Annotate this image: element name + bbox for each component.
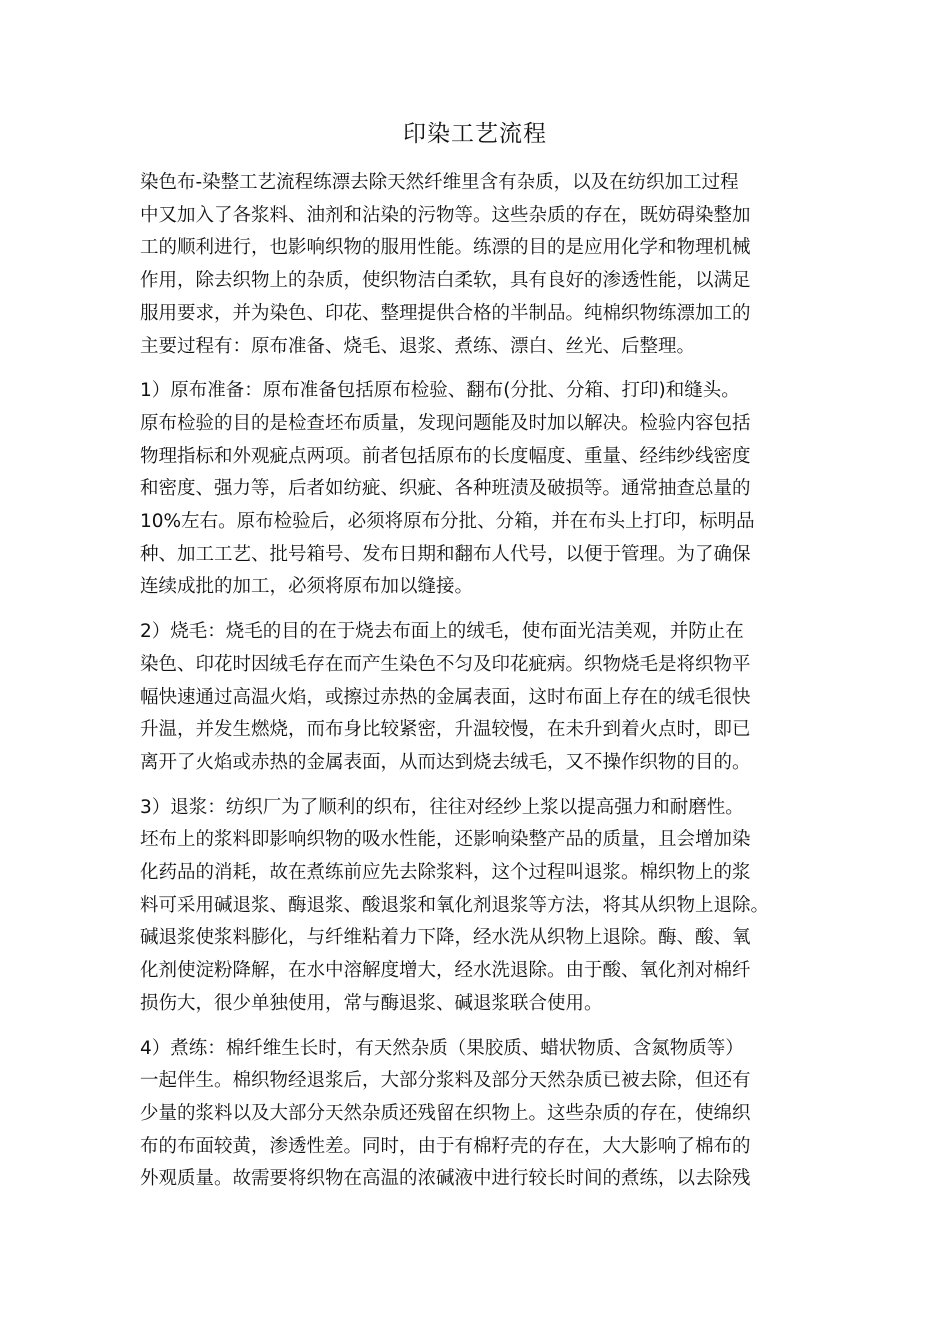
text-line: 布的布面较黄，渗透性差。同时，由于有棉籽壳的存在，大大影响了棉布的 [140, 1135, 751, 1157]
text-line: 主要过程有：原布准备、烧毛、退浆、煮练、漂白、丝光、后整理。 [140, 335, 696, 357]
text-line: 4）煮练：棉纤维生长时，有天然杂质（果胶质、蜡状物质、含氮物质等） [140, 1037, 744, 1059]
paragraph-intro [140, 167, 830, 363]
text-line: 服用要求，并为染色、印花、整理提供合格的半制品。纯棉织物练漂加工的 [140, 302, 751, 324]
text-line: 染色布-染整工艺流程练漂去除天然纤维里含有杂质，以及在纺织加工过程 [140, 172, 739, 193]
text-line: 2）烧毛：烧毛的目的在于烧去布面上的绒毛，使布面光洁美观，并防止在 [140, 621, 744, 643]
text-line: 原布检验的目的是检查坯布质量，发现问题能及时加以解决。检验内容包括 [140, 412, 751, 434]
text-line: 化药品的消耗，故在煮练前应先去除浆料，这个过程叫退浆。棉织物上的浆 [140, 862, 751, 884]
paragraph-singeing [140, 616, 830, 780]
document-body [140, 167, 830, 1208]
text-line: 料可采用碱退浆、酶退浆、酸退浆和氧化剂退浆等方法，将其从织物上退除。 [140, 894, 770, 916]
text-line: 工的顺利进行，也影响织物的服用性能。练漂的目的是应用化学和物理机械 [140, 237, 751, 259]
text-line: 10%左右。原布检验后，必须将原布分批、分箱，并在布头上打印，标明品 [140, 511, 755, 533]
text-line: 染色、印花时因绒毛存在而产生染色不匀及印花疵病。织物烧毛是将织物平 [140, 653, 751, 675]
text-line: 中又加入了各浆料、油剂和沾染的污物等。这些杂质的存在，既妨碍染整加 [140, 204, 751, 226]
text-line: 种、加工工艺、批号箱号、发布日期和翻布人代号，以便于管理。为了确保 [140, 543, 751, 565]
text-line: 幅快速通过高温火焰，或擦过赤热的金属表面，这时布面上存在的绒毛很快 [140, 686, 751, 708]
text-line: 升温，并发生燃烧，而布身比较紧密，升温较慢，在未升到着火点时，即已 [140, 719, 751, 741]
text-line: 和密度、强力等，后者如纺疵、织疵、各种班渍及破损等。通常抽查总量的 [140, 478, 751, 500]
text-line: 外观质量。故需要将织物在高温的浓碱液中进行较长时间的煮练，以去除残 [140, 1168, 751, 1190]
text-line: 碱退浆使浆料膨化，与纤维粘着力下降，经水洗从织物上退除。酶、酸、氧 [140, 927, 751, 949]
text-line: 化剂使淀粉降解，在水中溶解度增大，经水洗退除。由于酸、氧化剂对棉纤 [140, 960, 751, 982]
text-line: 作用，除去织物上的杂质，使织物洁白柔软，具有良好的渗透性能，以满足 [140, 270, 751, 292]
text-line: 坯布上的浆料即影响织物的吸水性能，还影响染整产品的质量，且会增加染 [140, 829, 751, 851]
text-line: 连续成批的加工，必须将原布加以缝接。 [140, 576, 474, 598]
text-line: 少量的浆料以及大部分天然杂质还残留在织物上。这些杂质的存在，使绵织 [140, 1102, 751, 1124]
text-line: 物理指标和外观疵点两项。前者包括原布的长度幅度、重量、经纬纱线密度 [140, 445, 751, 467]
paragraph-desizing [140, 792, 830, 1021]
text-line: 离开了火焰或赤热的金属表面，从而达到烧去绒毛，又不操作织物的目的。 [140, 751, 751, 773]
paragraph-scouring [140, 1033, 830, 1197]
paragraph-raw-cloth-preparation [140, 375, 830, 604]
text-line: 损伤大，很少单独使用，常与酶退浆、碱退浆联合使用。 [140, 992, 603, 1014]
text-line: 一起伴生。棉织物经退浆后，大部分浆料及部分天然杂质已被去除，但还有 [140, 1070, 751, 1092]
text-line: 1）原布准备：原布准备包括原布检验、翻布(分批、分箱、打印)和缝头。 [140, 380, 740, 402]
text-line: 3）退浆：纺织厂为了顺利的织布，往往对经纱上浆以提高强力和耐磨性。 [140, 796, 744, 818]
document-title: 印染工艺流程 [403, 121, 547, 147]
